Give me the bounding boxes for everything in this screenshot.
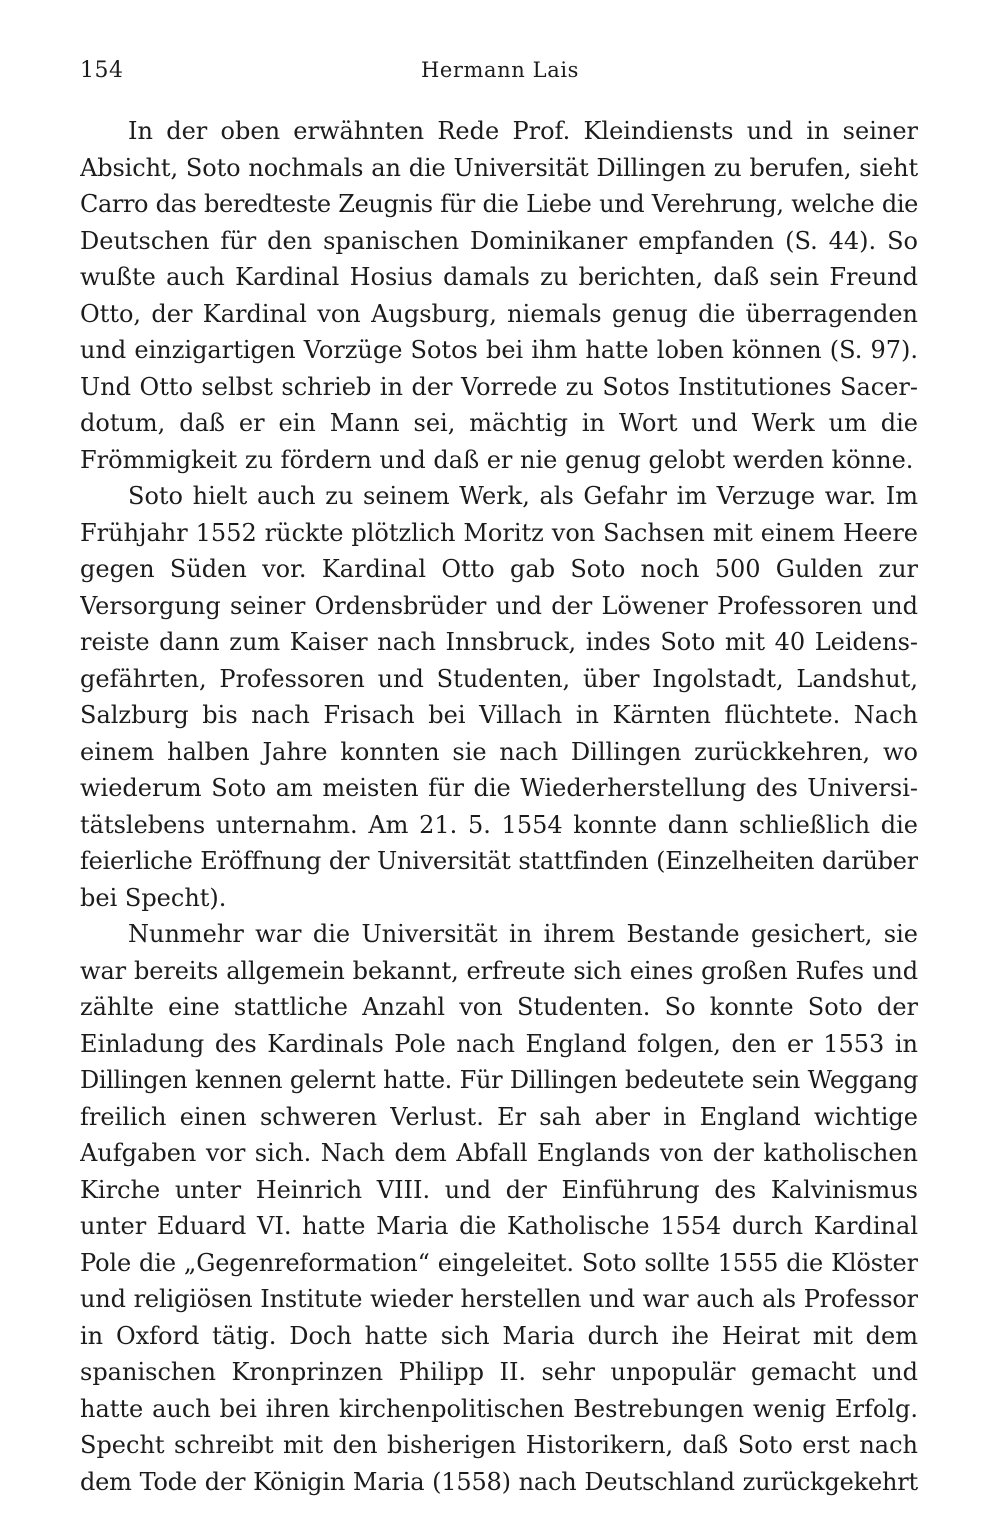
running-head: Hermann Lais	[420, 58, 580, 82]
text-line: in Oxford tätig. Doch hatte sich Maria durch ihe Heirat mit dem	[80, 1321, 918, 1350]
text-line: unter Eduard VI. hatte Maria die Katholische 1554 durch Kardinal	[80, 1212, 918, 1240]
text-line: In der oben erwähnten Rede Prof. Kleindiensts und in seiner	[128, 117, 918, 145]
text-line: bei Specht).	[80, 883, 227, 912]
text-line: Absicht, Soto nochmals an die Universität Dillingen zu berufen, sieht	[80, 153, 918, 182]
text-line: war bereits allgemein bekannt, erfreute sich eines großen Rufes und	[80, 956, 918, 985]
text-line: Otto, der Kardinal von Augsburg, niemals genug die überragenden	[80, 299, 918, 328]
text-line: feierliche Eröffnung der Universität stattfinden (Einzelheiten darüber	[80, 847, 918, 875]
text-line: dotum, daß er ein Mann sei, mächtig in Wort und Werk um die	[80, 409, 918, 437]
text-line: gegen Süden vor. Kardinal Otto gab Soto noch 500 Gulden zur	[80, 555, 918, 583]
text-line: Nunmehr war die Universität in ihrem Bestande gesichert, sie	[128, 920, 918, 948]
text-line: Versorgung seiner Ordensbrüder und der Löwener Professoren und	[80, 591, 918, 620]
text-line: Pole die „Gegenreformation“ eingeleitet. Soto sollte 1555 die Klöster	[80, 1248, 918, 1277]
page-number: 154	[80, 58, 124, 83]
text-line: wiederum Soto am meisten für die Wiederherstellung des Universi-	[80, 774, 918, 802]
text-line: Frömmigkeit zu fördern und daß er nie genug gelobt werden könne.	[80, 445, 914, 474]
text-line: einem halben Jahre konnten sie nach Dillingen zurückkehren, wo	[80, 737, 918, 766]
text-line: spanischen Kronprinzen Philipp II. sehr unpopulär gemacht und	[80, 1358, 918, 1386]
text-line: Carro das beredteste Zeugnis für die Liebe und Verehrung, welche die	[80, 190, 918, 218]
text-line: Specht schreibt mit den bisherigen Historikern, daß Soto erst nach	[80, 1431, 918, 1459]
text-line: Kirche unter Heinrich VIII. und der Einführung des Kalvinismus	[80, 1175, 918, 1204]
text-line: Salzburg bis nach Frisach bei Villach in Kärnten flüchtete. Nach	[80, 701, 918, 729]
text-line: Deutschen für den spanischen Dominikaner empfanden (S. 44). So	[80, 226, 918, 255]
text-line: Aufgaben vor sich. Nach dem Abfall Englands von der katholischen	[80, 1139, 918, 1167]
text-line: Frühjahr 1552 rückte plötzlich Moritz von Sachsen mit einem Heere	[80, 518, 918, 547]
text-line: Einladung des Kardinals Pole nach England folgen, den er 1553 in	[80, 1029, 918, 1058]
text-line: freilich einen schweren Verlust. Er sah aber in England wichtige	[80, 1102, 918, 1131]
text-line: tätslebens unternahm. Am 21. 5. 1554 konnte dann schließlich die	[80, 810, 918, 839]
text-line: Und Otto selbst schrieb in der Vorrede zu Sotos Institutiones Sacer-	[80, 372, 918, 401]
text-line: und religiösen Institute wieder herstellen und war auch als Professor	[80, 1285, 918, 1313]
text-line: und einzigartigen Vorzüge Sotos bei ihm hatte loben können (S. 97).	[80, 336, 918, 364]
body-text	[80, 113, 918, 1500]
text-line: hatte auch bei ihren kirchenpolitischen Bestrebungen wenig Erfolg.	[80, 1394, 918, 1423]
text-line: Soto hielt auch zu seinem Werk, als Gefahr im Verzuge war. Im	[128, 482, 918, 510]
text-line: gefährten, Professoren und Studenten, über Ingolstadt, Landshut,	[80, 664, 918, 693]
text-line: wußte auch Kardinal Hosius damals zu berichten, daß sein Freund	[80, 263, 918, 291]
text-line: reiste dann zum Kaiser nach Innsbruck, indes Soto mit 40 Leidens-	[80, 628, 918, 656]
text-line: Dillingen kennen gelernt hatte. Für Dillingen bedeutete sein Weggang	[80, 1066, 918, 1094]
text-line: zählte eine stattliche Anzahl von Studenten. So konnte Soto der	[80, 993, 918, 1021]
text-line: dem Tode der Königin Maria (1558) nach Deutschland zurückgekehrt	[80, 1467, 918, 1496]
